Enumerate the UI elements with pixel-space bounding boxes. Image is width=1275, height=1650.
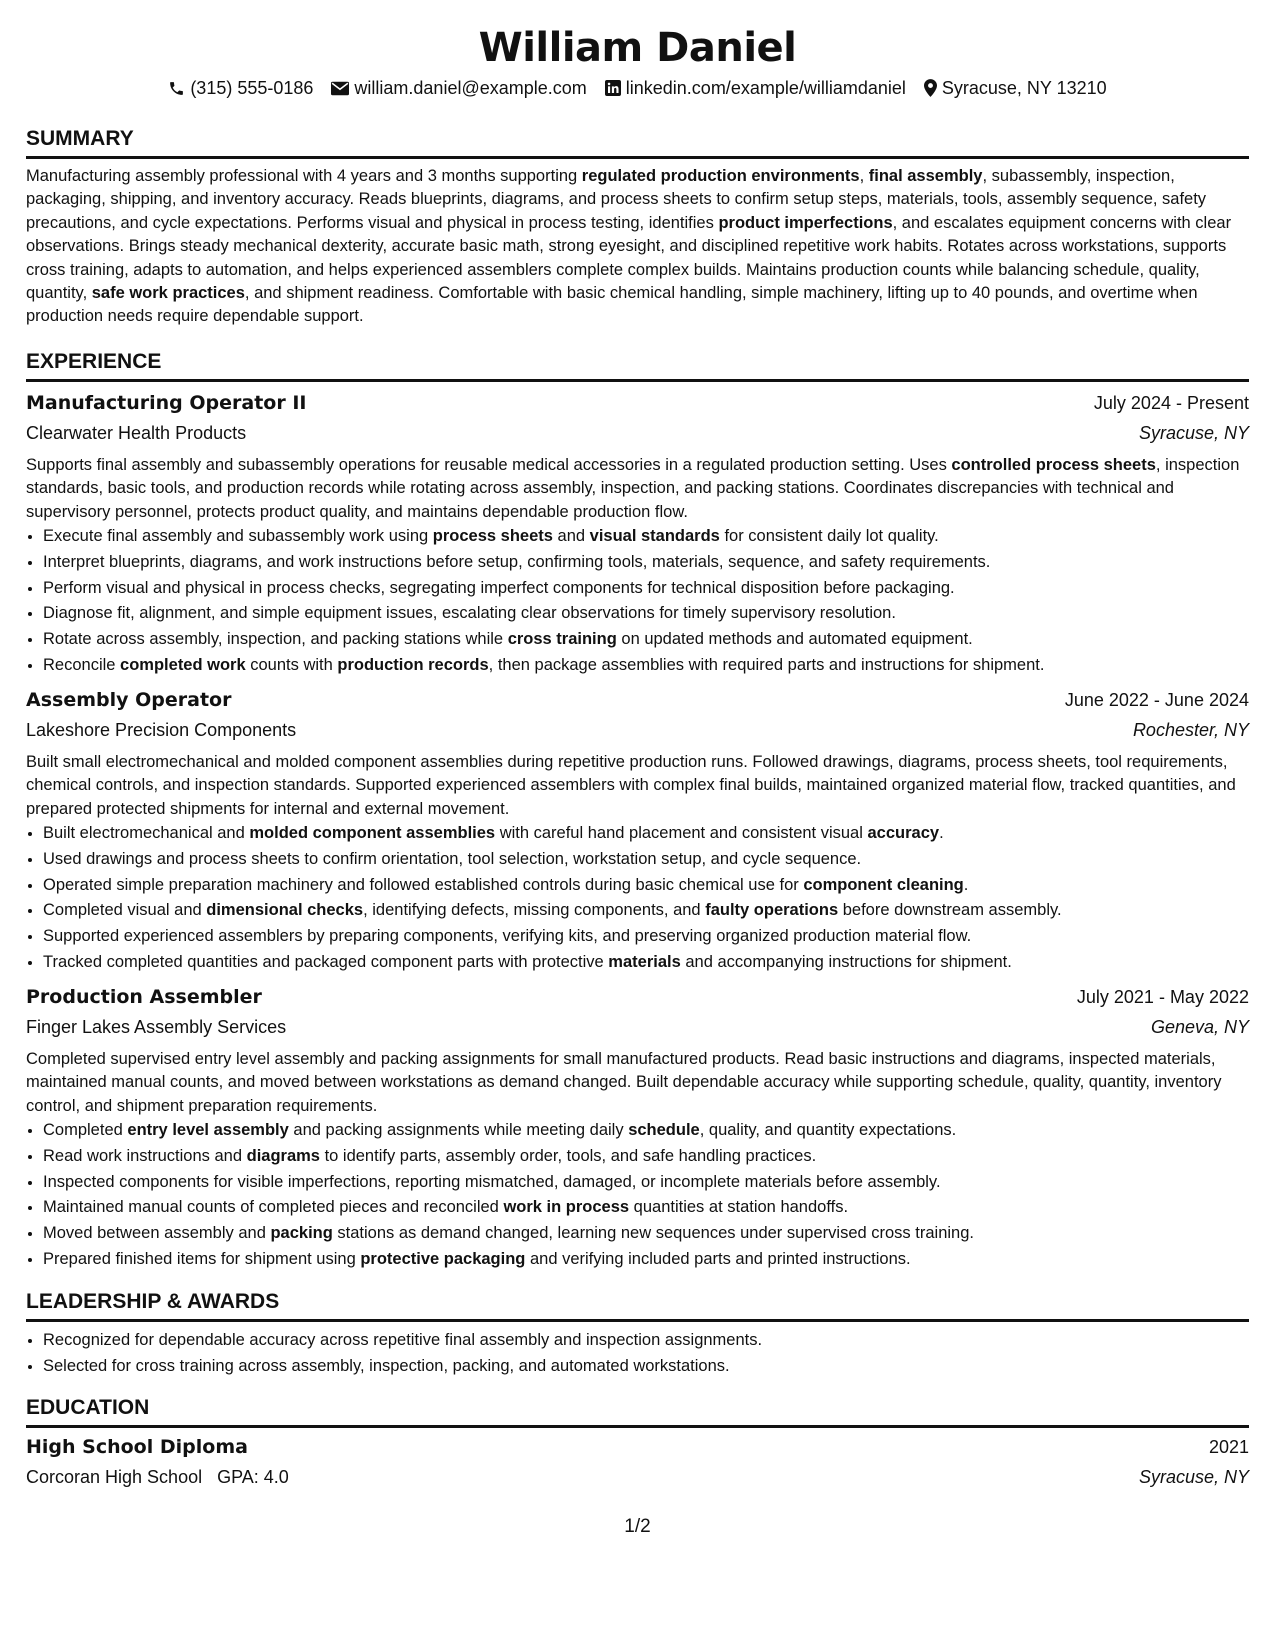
company-name: Clearwater Health Products xyxy=(26,422,247,443)
job-entry xyxy=(26,982,1249,1273)
job-dates: June 2022 - June 2024 xyxy=(1064,689,1249,710)
job-dates: July 2024 - Present xyxy=(1093,392,1249,413)
contact-email[interactable] xyxy=(331,76,586,100)
bullet-item: • Interpret blueprints, diagrams, and work instructions before setup, confirming tools, materials, sequence, and safety requirements. xyxy=(43,550,1249,576)
candidate-name: William Daniel xyxy=(478,25,797,71)
bullet-item: • Execute final assembly and subassembly work using process sheets and visual standards for consistent daily lot quality. xyxy=(43,524,1249,550)
job-description: Completed supervised entry level assembly and packing assignments for small manufactured products. Read basic instructions and diagrams, inspected materials, maintained manual counts, and moved between workstations as demand changed. Built dependable accuracy while supporting schedule, quality, quantity, inventory control, and shipment preparation requirements. xyxy=(26,1049,1222,1115)
bullet-item: • Maintained manual counts of completed pieces and reconciled work in process quantities at station handoffs. xyxy=(43,1195,1249,1221)
job-entry xyxy=(26,388,1249,679)
bullet-item: • Operated simple preparation machinery and followed established controls during basic chemical use for component cleaning. xyxy=(43,873,1249,899)
education-section xyxy=(26,1395,1249,1492)
gpa: GPA: 4.0 xyxy=(217,1467,289,1488)
section-title: EXPERIENCE xyxy=(26,349,1249,382)
email-text: william.daniel@example.com xyxy=(354,78,587,98)
bullet-item: • Read work instructions and diagrams to identify parts, assembly order, tools, and safe handling practices. xyxy=(43,1144,1249,1170)
job-bullets xyxy=(26,524,1249,679)
job-title: Assembly Operator xyxy=(26,688,232,711)
location-text: Syracuse, NY 13210 xyxy=(941,78,1107,98)
bullet-item: • Tracked completed quantities and packaged component parts with protective materials and accompanying instructions for shipment. xyxy=(43,950,1249,976)
school-name: Corcoran High School xyxy=(26,1467,203,1488)
bullet-item: • Inspected components for visible imperfections, reporting mismatched, damaged, or incomplete materials before assembly. xyxy=(43,1170,1249,1196)
job-location: Geneva, NY xyxy=(1150,1016,1249,1037)
bullet-item: • Diagnose fit, alignment, and simple equipment issues, escalating clear observations for timely supervisory resolution. xyxy=(43,601,1249,627)
leadership-section xyxy=(26,1289,1249,1380)
map-pin-icon xyxy=(924,79,937,97)
graduation-year: 2021 xyxy=(1208,1437,1249,1458)
section-title: LEADERSHIP & AWARDS xyxy=(26,1289,1249,1322)
phone-icon xyxy=(168,80,185,97)
bullet-item: • Built electromechanical and molded component assemblies with careful hand placement and consistent visual accuracy. xyxy=(43,821,1249,847)
contact-bar xyxy=(26,76,1249,100)
section-title: SUMMARY xyxy=(26,126,1249,159)
job-title: Production Assembler xyxy=(26,985,262,1008)
job-location: Syracuse, NY xyxy=(1138,422,1249,443)
job-title: Manufacturing Operator II xyxy=(26,391,307,414)
experience-section xyxy=(26,349,1249,1273)
bullet-item: • Reconcile completed work counts with production records, then package assemblies with required parts and instructions for shipment. xyxy=(43,653,1249,679)
job-description: Supports final assembly and subassembly operations for reusable medical accessories in a regulated production setting. Uses controlled process sheets, inspection standards, basic tools, and production records while rotating across assembly, inspection, and packing stations. Coordinates discrepancies with technical and supervisory personnel, protects product quality, and maintains dependable production flow. xyxy=(26,455,1240,521)
summary-section xyxy=(26,126,1249,329)
job-bullets xyxy=(26,1118,1249,1273)
bullet-item: • Perform visual and physical in process checks, segregating imperfect components for technical disposition before packaging. xyxy=(43,576,1249,602)
envelope-icon xyxy=(331,81,349,96)
list-item: • Selected for cross training across assembly, inspection, packing, and automated workstations. xyxy=(43,1354,1249,1380)
bullet-item: • Supported experienced assemblers by preparing components, verifying kits, and preserving organized production material flow. xyxy=(43,924,1249,950)
job-dates: July 2021 - May 2022 xyxy=(1076,986,1249,1007)
company-name: Lakeshore Precision Components xyxy=(26,719,297,740)
job-entry xyxy=(26,685,1249,976)
job-location: Rochester, NY xyxy=(1132,719,1249,740)
job-description: Built small electromechanical and molded component assemblies during repetitive production runs. Followed drawings, diagrams, process sheets, tool requirements, chemical controls, and inspection standards. Supported experienced assemblers with complex final builds, maintained organized material flow, tracked quantities, and prepared protected shipments for internal and external movement. xyxy=(26,752,1236,818)
degree-name: High School Diploma xyxy=(26,1436,248,1459)
bullet-item: • Completed entry level assembly and packing assignments while meeting daily schedule, quality, and quantity expectations. xyxy=(43,1118,1249,1144)
school-location: Syracuse, NY xyxy=(1138,1467,1249,1488)
linkedin-text: linkedin.com/example/williamdaniel xyxy=(625,78,906,98)
bullet-item: • Completed visual and dimensional checks, identifying defects, missing components, and faulty operations before downstream assembly. xyxy=(43,898,1249,924)
phone-text: (315) 555-0186 xyxy=(190,78,314,98)
contact-location xyxy=(924,76,1107,100)
section-title: EDUCATION xyxy=(26,1395,1249,1428)
linkedin-icon xyxy=(605,80,621,96)
page-number: 1/2 xyxy=(624,1516,651,1537)
list-item: • Recognized for dependable accuracy across repetitive final assembly and inspection assignments. xyxy=(43,1328,1249,1354)
job-bullets xyxy=(26,821,1249,976)
bullet-item: • Moved between assembly and packing stations as demand changed, learning new sequences under supervised cross training. xyxy=(43,1221,1249,1247)
bullet-item: • Used drawings and process sheets to confirm orientation, tool selection, workstation setup, and cycle sequence. xyxy=(43,847,1249,873)
leadership-list xyxy=(26,1328,1249,1380)
bullet-item: • Prepared finished items for shipment using protective packaging and verifying included parts and printed instructions. xyxy=(43,1247,1249,1273)
bullet-item: • Rotate across assembly, inspection, and packing stations while cross training on updated methods and automated equipment. xyxy=(43,627,1249,653)
contact-linkedin[interactable] xyxy=(605,76,906,100)
company-name: Finger Lakes Assembly Services xyxy=(26,1016,287,1037)
contact-phone[interactable] xyxy=(168,76,313,100)
summary-text: Manufacturing assembly professional with 4 years and 3 months supporting regulated production environments, final assembly, subassembly, inspection, packaging, shipping, and inventory accuracy. Reads blueprints, diagrams, and process sheets to confirm setup steps, materials, tools, assembly sequence, safety precautions, and cycle expectations. Performs visual and physical in process testing, identifies product imperfections, and escalates equipment concerns with clear observations. Brings steady mechanical dexterity, accurate basic math, strong eyesight, and disciplined repetitive work habits. Rotates across workstations, supports cross training, adapts to automation, and helps experienced assemblers complete complex builds. Maintains production counts while balancing schedule, quality, quantity, safe work practices, and shipment readiness. Comfortable with basic chemical handling, simple machinery, lifting up to 40 pounds, and overtime when production needs require dependable support. xyxy=(26,167,1232,326)
